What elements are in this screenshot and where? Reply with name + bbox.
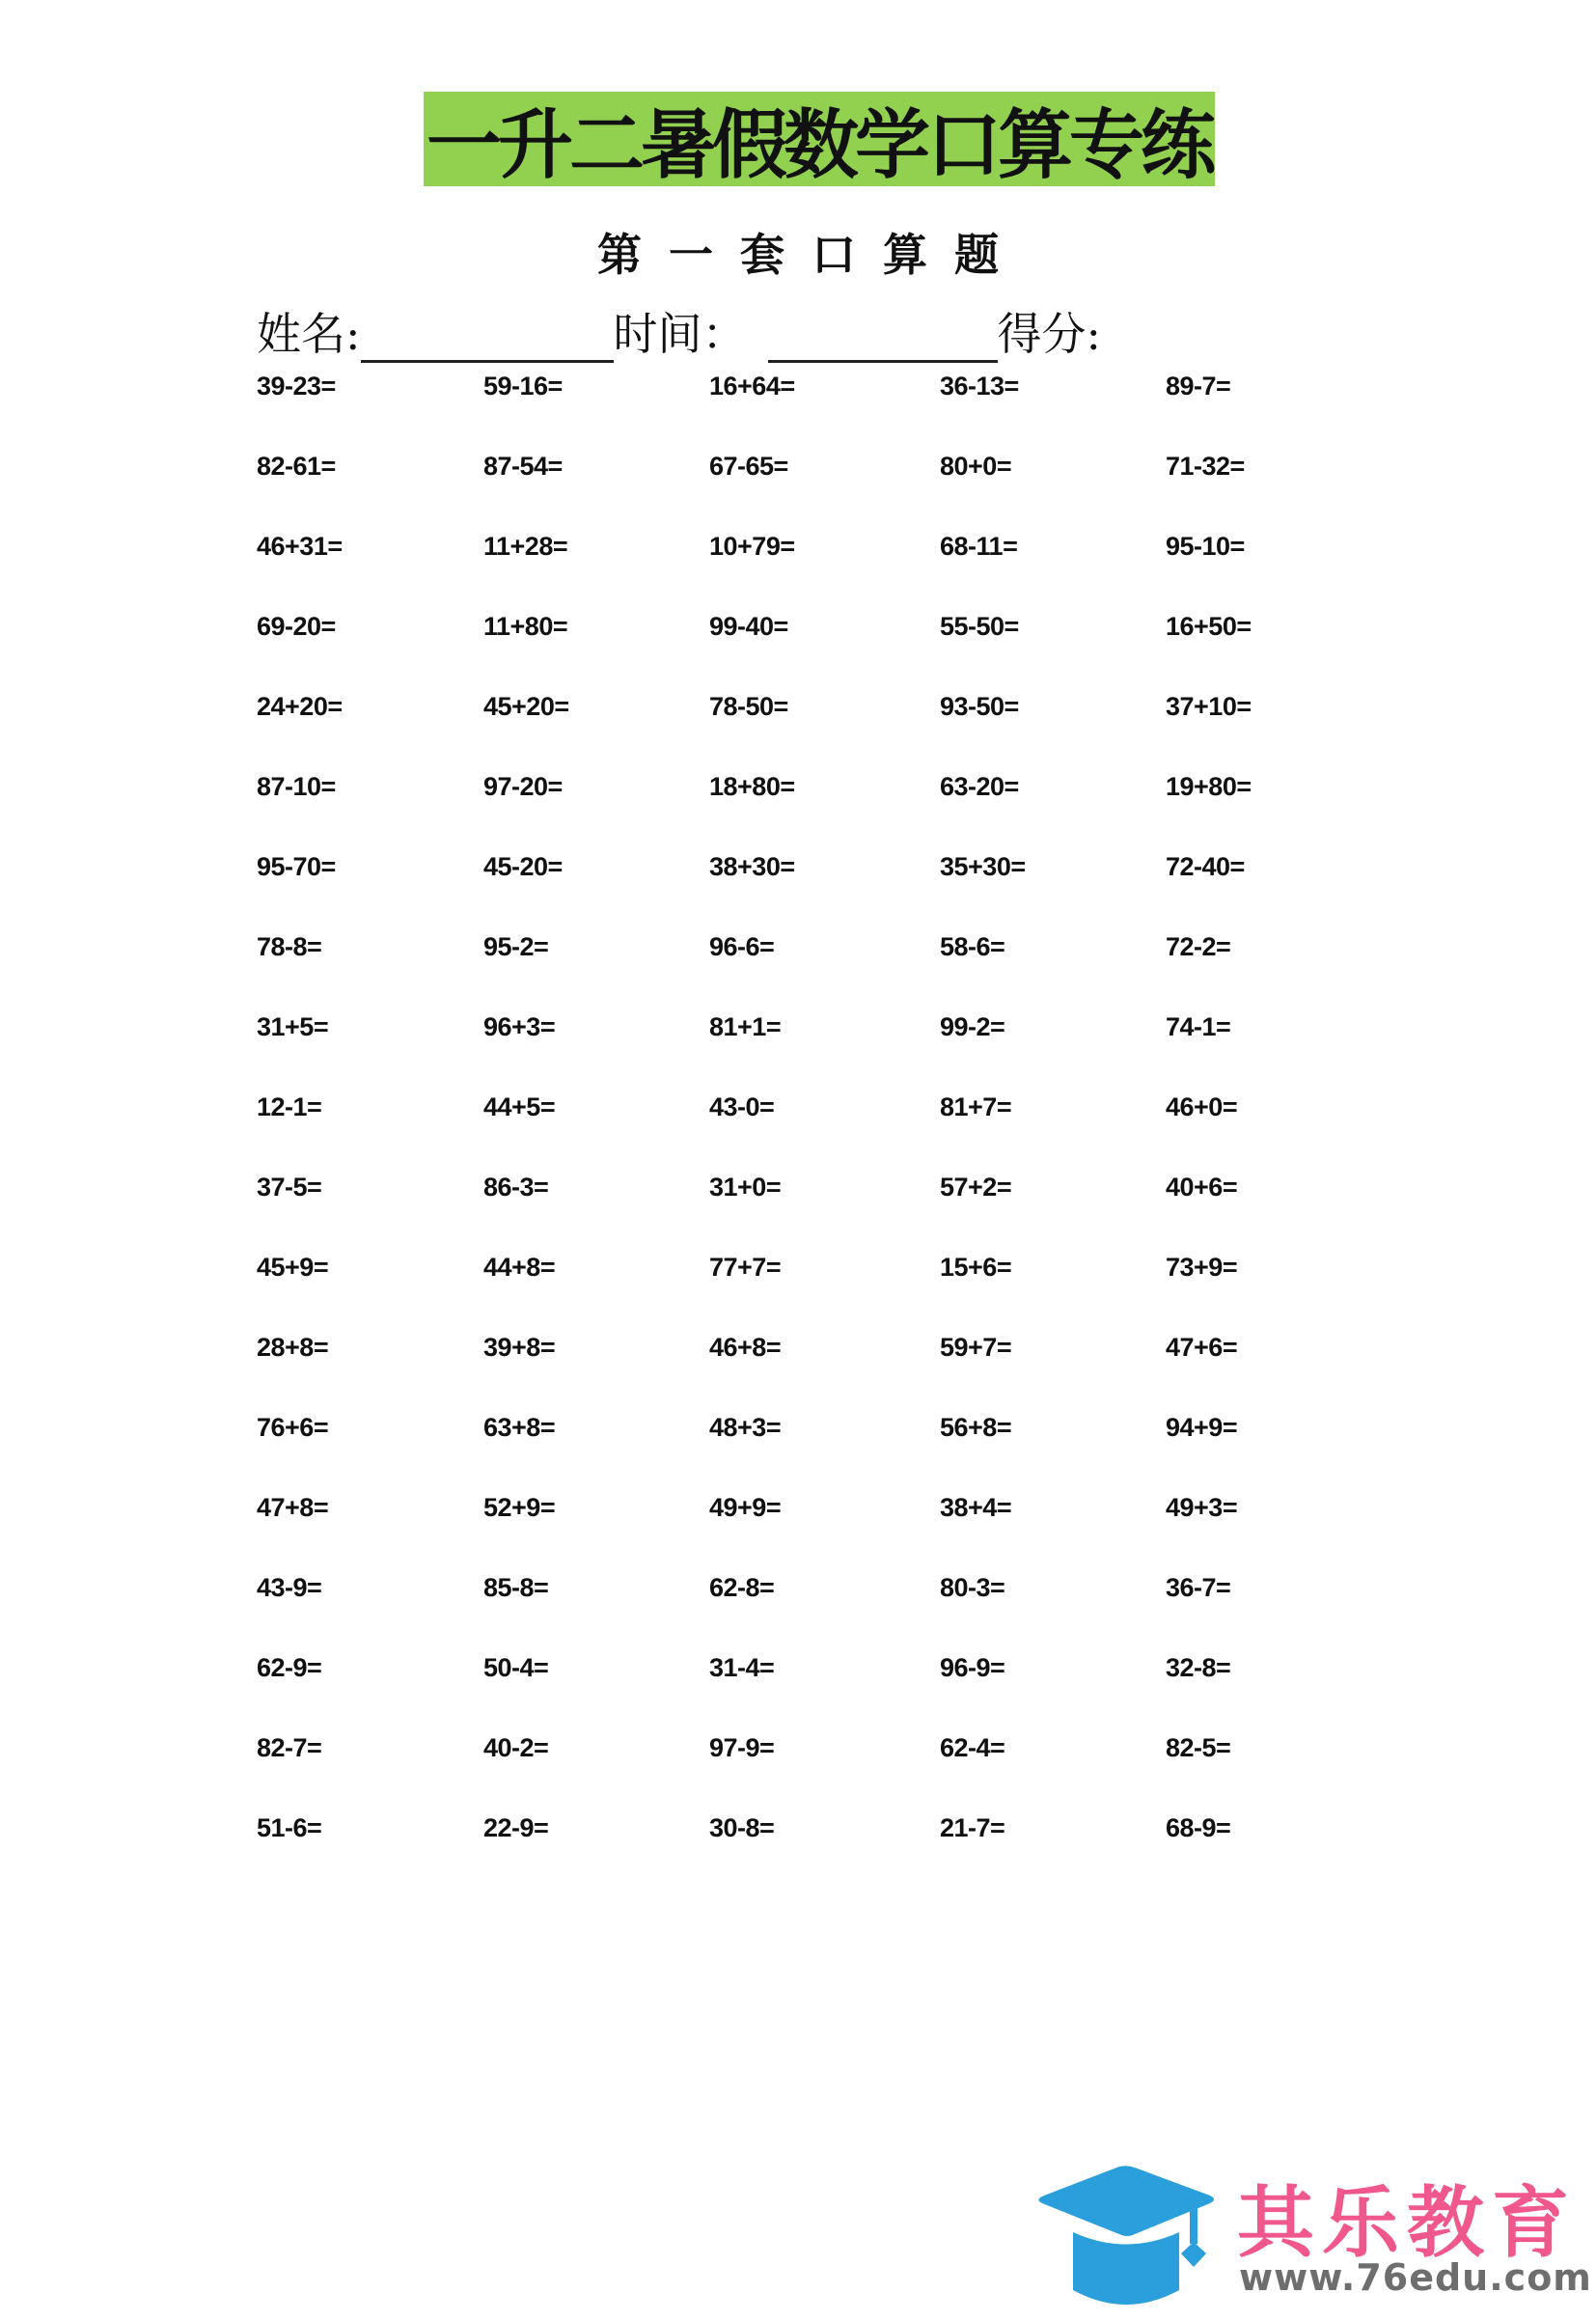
arithmetic-problem: 57+2=	[940, 1173, 1012, 1202]
arithmetic-problem: 96-6=	[709, 932, 775, 961]
arithmetic-problem: 71-32=	[1166, 452, 1245, 481]
arithmetic-problem: 96+3=	[483, 1012, 556, 1041]
arithmetic-problem: 87-10=	[257, 772, 336, 801]
problem-row	[0, 692, 1596, 731]
arithmetic-problem: 40-2=	[483, 1733, 549, 1762]
score-label: 得分:	[997, 308, 1101, 360]
arithmetic-problem: 59-16=	[483, 372, 563, 401]
arithmetic-problem: 97-9=	[709, 1733, 775, 1762]
arithmetic-problem: 10+79=	[709, 532, 795, 561]
arithmetic-problem: 43-0=	[709, 1092, 775, 1121]
arithmetic-problem: 62-9=	[257, 1653, 322, 1682]
worksheet-title: 一升二暑假数学口算专练	[426, 102, 1212, 189]
arithmetic-problem: 67-65=	[709, 452, 788, 481]
arithmetic-problem: 95-10=	[1166, 532, 1245, 561]
arithmetic-problem: 51-6=	[257, 1813, 322, 1842]
problem-row	[0, 1573, 1596, 1612]
problem-row	[0, 1333, 1596, 1371]
arithmetic-problem: 52+9=	[483, 1493, 556, 1522]
arithmetic-problem: 80-3=	[940, 1573, 1005, 1602]
arithmetic-problem: 72-2=	[1166, 932, 1231, 961]
arithmetic-problem: 35+30=	[940, 852, 1026, 881]
arithmetic-problem: 47+8=	[257, 1493, 329, 1522]
arithmetic-problem: 78-8=	[257, 932, 322, 961]
arithmetic-problem: 76+6=	[257, 1413, 329, 1442]
arithmetic-problem: 59+7=	[940, 1333, 1012, 1362]
problem-row	[0, 452, 1596, 490]
arithmetic-problem: 19+80=	[1166, 772, 1252, 801]
arithmetic-problem: 77+7=	[709, 1253, 782, 1282]
arithmetic-problem: 16+50=	[1166, 612, 1252, 641]
arithmetic-problem: 12-1=	[257, 1092, 322, 1121]
arithmetic-problem: 48+3=	[709, 1413, 782, 1442]
arithmetic-problem: 86-3=	[483, 1173, 549, 1202]
arithmetic-problem: 82-7=	[257, 1733, 322, 1762]
arithmetic-problem: 85-8=	[483, 1573, 549, 1602]
arithmetic-problem: 32-8=	[1166, 1653, 1231, 1682]
arithmetic-problem: 55-50=	[940, 612, 1019, 641]
worksheet-subtitle: 第一套口算题	[597, 229, 1026, 281]
arithmetic-problem: 99-40=	[709, 612, 788, 641]
arithmetic-problem: 58-6=	[940, 932, 1005, 961]
arithmetic-problem: 47+6=	[1166, 1333, 1238, 1362]
arithmetic-problem: 81+1=	[709, 1012, 782, 1041]
arithmetic-problem: 78-50=	[709, 692, 788, 721]
arithmetic-problem: 28+8=	[257, 1333, 329, 1362]
arithmetic-problem: 37-5=	[257, 1173, 322, 1202]
problem-row	[0, 1253, 1596, 1291]
arithmetic-problem: 24+20=	[257, 692, 343, 721]
problem-row	[0, 1413, 1596, 1451]
name-label: 姓名:	[257, 308, 361, 360]
arithmetic-problem: 82-5=	[1166, 1733, 1231, 1762]
arithmetic-problem: 30-8=	[709, 1813, 775, 1842]
problem-row	[0, 1493, 1596, 1532]
arithmetic-problem: 31+0=	[709, 1173, 782, 1202]
arithmetic-problem: 89-7=	[1166, 372, 1231, 401]
problem-row	[0, 532, 1596, 570]
arithmetic-problem: 37+10=	[1166, 692, 1252, 721]
arithmetic-problem: 46+0=	[1166, 1092, 1238, 1121]
arithmetic-problem: 44+8=	[483, 1253, 556, 1282]
arithmetic-problem: 15+6=	[940, 1253, 1012, 1282]
arithmetic-problem: 50-4=	[483, 1653, 549, 1682]
name-blank[interactable]	[361, 312, 614, 363]
arithmetic-problem: 36-7=	[1166, 1573, 1231, 1602]
arithmetic-problem: 45+20=	[483, 692, 569, 721]
problem-row	[0, 852, 1596, 891]
arithmetic-problem: 22-9=	[483, 1813, 549, 1842]
arithmetic-problem: 46+31=	[257, 532, 343, 561]
graduation-cap-icon	[1034, 2165, 1227, 2319]
arithmetic-problem: 36-13=	[940, 372, 1019, 401]
student-info-line	[257, 299, 1101, 363]
arithmetic-problem: 56+8=	[940, 1413, 1012, 1442]
problem-row	[0, 772, 1596, 811]
arithmetic-problem: 18+80=	[709, 772, 795, 801]
arithmetic-problem: 38+4=	[940, 1493, 1012, 1522]
brand-url[interactable]: www.76edu.com	[1239, 2256, 1592, 2299]
arithmetic-problem: 97-20=	[483, 772, 563, 801]
problem-row	[0, 1092, 1596, 1131]
arithmetic-problem: 38+30=	[709, 852, 795, 881]
arithmetic-problem: 21-7=	[940, 1813, 1005, 1842]
problem-row	[0, 612, 1596, 650]
arithmetic-problem: 68-11=	[940, 532, 1018, 561]
time-blank[interactable]	[768, 312, 998, 363]
arithmetic-problem: 11+28=	[483, 532, 568, 561]
problem-row	[0, 1813, 1596, 1852]
arithmetic-problem: 49+9=	[709, 1493, 782, 1522]
arithmetic-problem: 63+8=	[483, 1413, 556, 1442]
arithmetic-problem: 49+3=	[1166, 1493, 1238, 1522]
problem-row	[0, 932, 1596, 971]
problem-row	[0, 1733, 1596, 1772]
arithmetic-problem: 93-50=	[940, 692, 1019, 721]
arithmetic-problem: 45+9=	[257, 1253, 329, 1282]
problem-row	[0, 1012, 1596, 1051]
arithmetic-problem: 99-2=	[940, 1012, 1005, 1041]
arithmetic-problem: 87-54=	[483, 452, 563, 481]
arithmetic-problem: 62-4=	[940, 1733, 1005, 1762]
arithmetic-problem: 96-9=	[940, 1653, 1005, 1682]
arithmetic-problem: 95-2=	[483, 932, 549, 961]
arithmetic-problem: 31-4=	[709, 1653, 775, 1682]
time-label: 时间：	[613, 308, 747, 360]
problem-row	[0, 1653, 1596, 1692]
arithmetic-problem: 46+8=	[709, 1333, 782, 1362]
problem-row	[0, 372, 1596, 410]
arithmetic-problem: 63-20=	[940, 772, 1019, 801]
arithmetic-problem: 82-61=	[257, 452, 336, 481]
title-banner	[424, 92, 1215, 189]
arithmetic-problem: 39-23=	[257, 372, 336, 401]
arithmetic-problem: 31+5=	[257, 1012, 329, 1041]
arithmetic-problem: 74-1=	[1166, 1012, 1231, 1041]
arithmetic-problem: 11+80=	[483, 612, 568, 641]
arithmetic-problem: 40+6=	[1166, 1173, 1238, 1202]
arithmetic-problem: 81+7=	[940, 1092, 1012, 1121]
arithmetic-problem: 68-9=	[1166, 1813, 1231, 1842]
arithmetic-problem: 94+9=	[1166, 1413, 1238, 1442]
arithmetic-problem: 43-9=	[257, 1573, 322, 1602]
arithmetic-problem: 62-8=	[709, 1573, 775, 1602]
arithmetic-problem: 80+0=	[940, 452, 1012, 481]
arithmetic-problem: 95-70=	[257, 852, 336, 881]
arithmetic-problem: 45-20=	[483, 852, 563, 881]
arithmetic-problem: 44+5=	[483, 1092, 556, 1121]
problem-row	[0, 1173, 1596, 1211]
brand-logo	[1034, 2165, 1596, 2319]
arithmetic-problem: 39+8=	[483, 1333, 556, 1362]
brand-name: 其乐教育	[1237, 2178, 1577, 2268]
arithmetic-problem: 72-40=	[1166, 852, 1245, 881]
arithmetic-problem: 16+64=	[709, 372, 795, 401]
arithmetic-problem: 69-20=	[257, 612, 336, 641]
arithmetic-problem: 73+9=	[1166, 1253, 1238, 1282]
